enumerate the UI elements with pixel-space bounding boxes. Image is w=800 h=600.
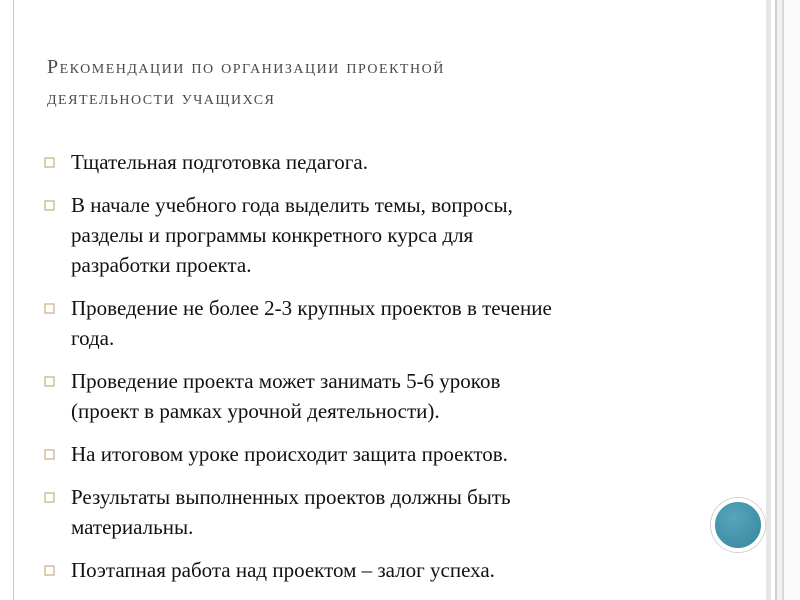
edge-strip <box>784 0 800 600</box>
bullet-text: Тщательная подготовка педагога. <box>71 150 368 174</box>
slide-title-line: деятельности учащихся <box>47 87 276 109</box>
open-square-bullet-icon <box>44 157 55 168</box>
bullet-text: Проведение не более 2-3 крупных проектов в течение <box>71 296 552 320</box>
bullet-text: Результаты выполненных проектов должны быть <box>71 485 511 509</box>
bullet-text: В начале учебного года выделить темы, вопросы, <box>71 193 513 217</box>
bullet-text: разделы и программы конкретного курса для <box>71 223 474 247</box>
bullet-list <box>44 147 704 598</box>
open-square-bullet-icon <box>44 376 55 387</box>
bullet-item <box>44 190 704 280</box>
bullet-item <box>44 147 704 177</box>
open-square-bullet-icon <box>44 565 55 576</box>
open-square-bullet-icon <box>44 200 55 211</box>
bullet-text: года. <box>71 326 115 350</box>
bullet-item <box>44 366 704 426</box>
teal-circle-icon <box>711 498 765 552</box>
bullet-item <box>44 482 704 542</box>
bullet-text: материальны. <box>71 515 194 539</box>
bullet-item <box>44 439 704 469</box>
slide-title <box>47 52 687 114</box>
bullet-item <box>44 293 704 353</box>
open-square-bullet-icon <box>44 449 55 460</box>
bullet-text: На итоговом уроке происходит защита проектов. <box>71 442 508 466</box>
open-square-bullet-icon <box>44 492 55 503</box>
bullet-text: разработки проекта. <box>71 253 252 277</box>
slide-title-line: Рекомендации по организации проектной <box>47 56 445 78</box>
bullet-item <box>44 555 704 585</box>
bullet-text: (проект в рамках урочной деятельности). <box>71 399 440 423</box>
bullet-text: Проведение проекта может занимать 5-6 уроков <box>71 369 501 393</box>
bullet-text: Поэтапная работа над проектом – залог успеха. <box>71 558 495 582</box>
open-square-bullet-icon <box>44 303 55 314</box>
